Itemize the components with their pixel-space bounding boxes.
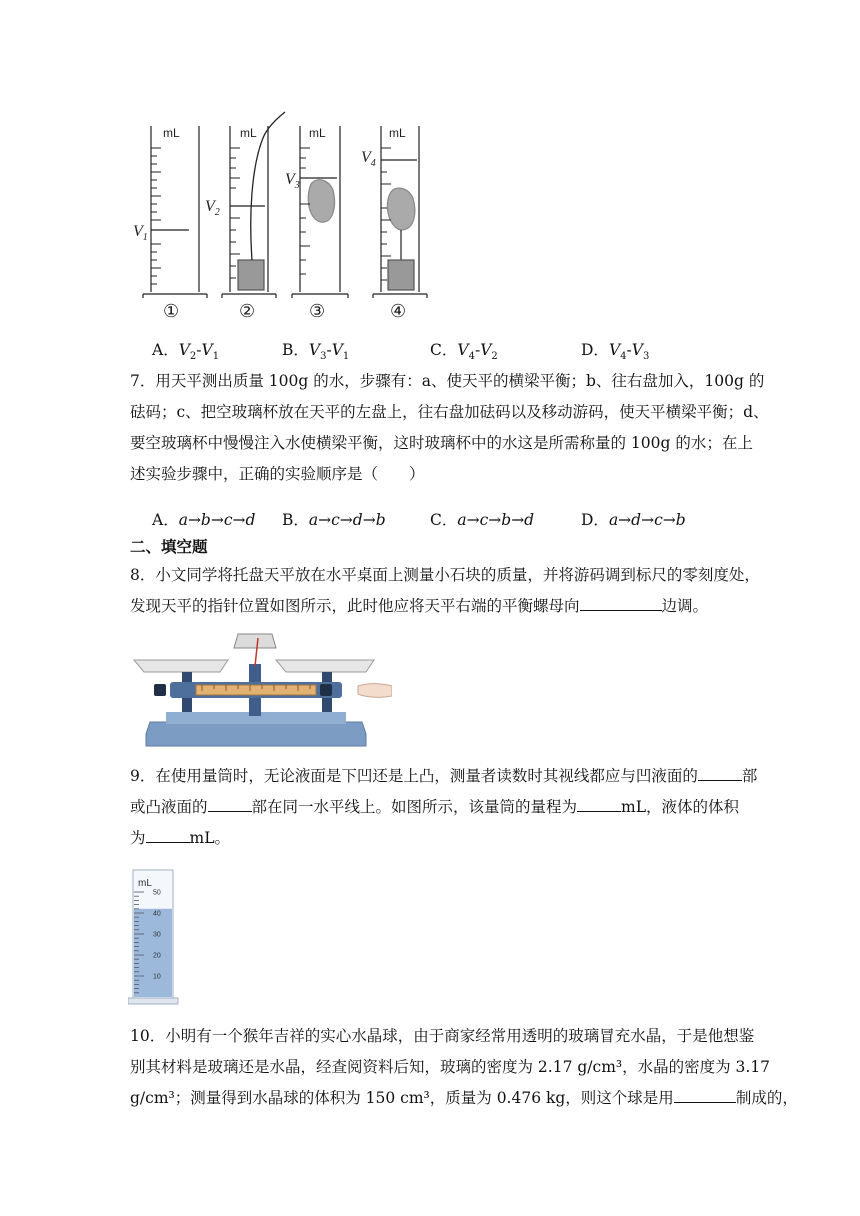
measuring-cylinders-figure — [125, 108, 435, 320]
svg-text:V1: $V_1$ — [133, 223, 148, 243]
circle-label-3: ③ — [309, 301, 326, 320]
cylinder-4 — [373, 126, 427, 298]
question-7 — [130, 366, 769, 490]
q8-answer-blank[interactable] — [580, 610, 662, 611]
q6-option-b: B．$V_3-V_1$ — [282, 341, 350, 363]
q9-blank-3[interactable] — [577, 811, 621, 812]
q7-option-b: B．a→c→d→b — [282, 511, 386, 529]
q7-line-1: 7．用天平测出质量 100g 的水，步骤有：a、使天平的横梁平衡；b、往右盘加入，100g 的 — [130, 372, 765, 390]
q6-option-d: D．$V_4-V_3$ — [581, 341, 650, 363]
circle-label-4: ④ — [390, 301, 407, 320]
circle-label-1: ① — [163, 301, 180, 320]
q7-option-d: D．a→d→c→b — [581, 511, 686, 529]
svg-text:V2: $V_2$ — [205, 198, 220, 218]
question-9: 9．在使用量筒时，无论液面是下凹还是上凸，测量者读数时其视线都应与凹液面的 部 或凸液面的 部在同一水平线上。如图所示，该量筒的量程为 mL，液体的体积 为 mL。 — [130, 767, 758, 847]
q7-option-a: A．a→b→c→d — [152, 511, 256, 529]
q7-line-3: 要空玻璃杯中慢慢注入水使横梁平衡，这时玻璃杯中的水这是所需称量的 100g 的水；在上 — [130, 434, 753, 452]
cylinder-1 — [143, 126, 207, 298]
cylinder-tick-label: 30 — [153, 931, 161, 939]
balance-figure — [130, 630, 392, 750]
question-10: 10．小明有一个猴年吉祥的实心水晶球，由于商家经常用透明的玻璃冒充水晶，于是他想鉴 别其材料是玻璃还是水晶，经查阅资料后知，玻璃的密度为 2.17 g/cm³，水晶的密度为 3.17 g/cm³；测量得到水晶球的体积为 150 cm³，质量为 0.476 kg，则这个球是用 制成的， — [130, 1027, 798, 1107]
cylinder-tick-label: 10 — [153, 973, 161, 981]
graduated-cylinder-figure — [128, 866, 184, 1008]
q7-line-2: 砝码；c、把空玻璃杯放在天平的左盘上，往右盘加砝码以及移动游码，使天平横梁平衡；d、 — [130, 403, 769, 421]
q7-option-c: C．a→c→b→d — [430, 511, 535, 529]
unit-label-1: mL — [163, 126, 180, 140]
q10-answer-blank[interactable] — [674, 1102, 736, 1103]
svg-text:V3: $V_3$ — [285, 171, 300, 191]
q9-blank-1[interactable] — [698, 780, 742, 781]
q9-blank-4[interactable] — [146, 842, 190, 843]
q6-option-c: C．$V_4-V_2$ — [430, 341, 498, 363]
question-8: 8．小文同学将托盘天平放在水平桌面上测量小石块的质量，并将游码调到标尺的零刻度处， 发现天平的指针位置如图所示，此时他应将天平右端的平衡螺母向 边调。 — [130, 566, 760, 615]
unit-label-4: mL — [389, 126, 406, 140]
section-2-title: 二、填空题 — [130, 538, 208, 556]
cylinder-tick-label: 50 — [153, 889, 161, 897]
cylinder-tick-label: 40 — [153, 910, 161, 918]
unit-label-3: mL — [309, 126, 326, 140]
unit-label-2: mL — [240, 126, 257, 140]
q7-line-4: 述实验步骤中，正确的实验顺序是（ ） — [130, 465, 425, 483]
svg-text:V4: $V_4$ — [361, 149, 376, 169]
q9-blank-2[interactable] — [208, 811, 252, 812]
cylinder-3 — [292, 126, 348, 298]
cylinder-tick-label: 20 — [153, 952, 161, 960]
q6-option-a: A．$V_2-V_1$ — [152, 341, 220, 363]
circle-label-2: ② — [239, 301, 256, 320]
svg-text:mL: mL — [138, 878, 152, 889]
